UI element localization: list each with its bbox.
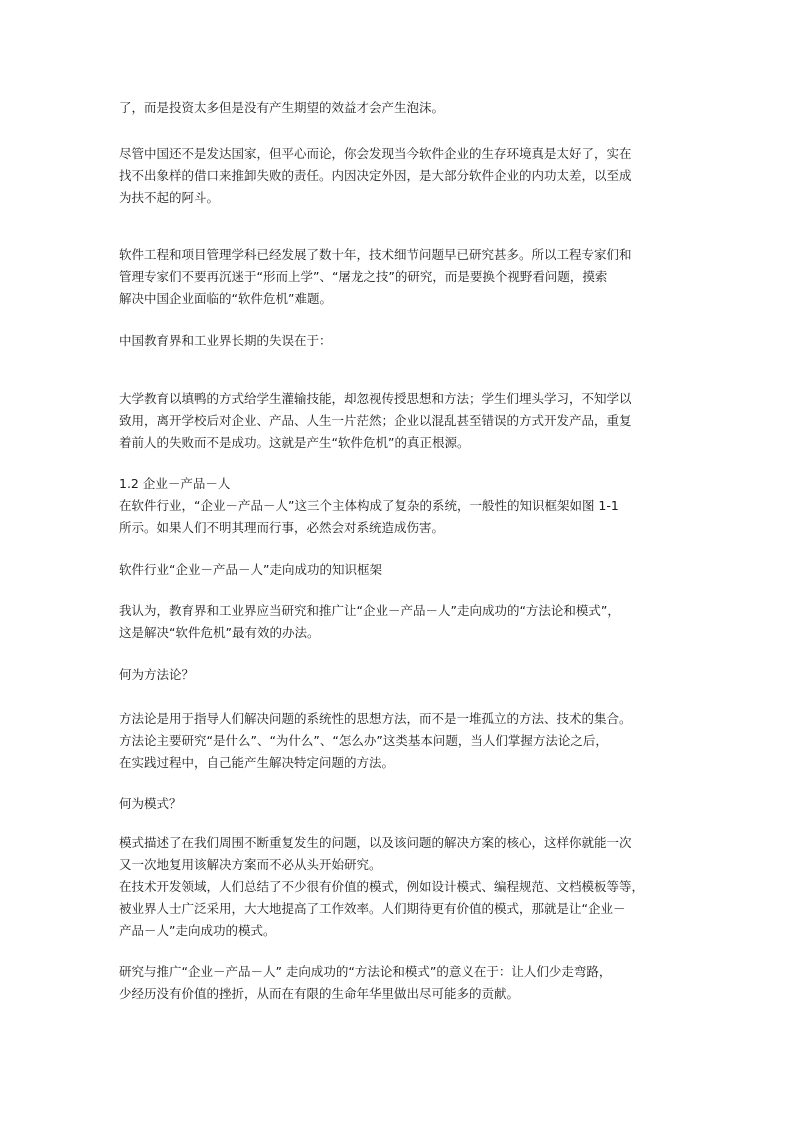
text-line: 何为方法论？ xyxy=(119,667,195,682)
text-line: 我认为，教育界和工业界应当研究和推广让“企业－产品－人”走向成功的“方法论和模式”， xyxy=(119,603,620,618)
paragraph-opinion xyxy=(119,600,687,644)
section-1-2 xyxy=(119,473,687,539)
text-line: 了，而是投资太多但是没有产生期望的效益才会产生泡沫。 xyxy=(119,100,445,115)
text-line: 方法论是用于指导人们解决问题的系统性的思想方法，而不是一堆孤立的方法、技术的集合。 xyxy=(119,711,632,726)
text-line: 所示。如果人们不明其理而行事，必然会对系统造成伤害。 xyxy=(119,520,445,535)
text-line: 解决中国企业面临的“软件危机”难题。 xyxy=(119,291,332,306)
text-line: 又一次地复用该解决方案而不必从头开始研究。 xyxy=(119,857,382,872)
text-line: 被业界人士广泛采用，大大地提高了工作效率。人们期待更有价值的模式，那就是让“企业－ xyxy=(119,901,626,916)
figure-caption xyxy=(119,559,687,581)
paragraph-mistakes-intro xyxy=(119,330,687,352)
text-line: 尽管中国还不是发达国家，但平心而论，你会发现当今软件企业的生存环境真是太好了，实在 xyxy=(119,146,632,161)
text-line: 软件行业“企业－产品－人”走向成功的知识框架 xyxy=(119,562,382,577)
paragraph-methodology xyxy=(119,708,687,774)
text-line: 中国教育界和工业界长期的失误在于： xyxy=(119,333,332,348)
text-line: 何为模式？ xyxy=(119,796,182,811)
text-line: 致用，离开学校后对企业、产品、人生一片茫然；企业以混乱甚至错误的方式开发产品，重复 xyxy=(119,413,632,428)
paragraph-significance xyxy=(119,961,687,1005)
text-line: 管理专家们不要再沉迷于“形而上学”、“屠龙之技”的研究，而是要换个视野看问题，摸索 xyxy=(119,269,608,284)
question-pattern xyxy=(119,793,687,815)
paragraph-pattern xyxy=(119,832,687,942)
text-line: 大学教育以填鸭的方式给学生灌输技能，却忽视传授思想和方法；学生们埋头学习，不知学以 xyxy=(119,391,632,406)
text-line: 产品－人”走向成功的模式。 xyxy=(119,923,276,938)
text-line: 研究与推广“企业－产品－人” 走向成功的“方法论和模式”的意义在于：让人们少走弯路， xyxy=(119,964,612,979)
text-line: 方法论主要研究“是什么”、“为什么”、“怎么办”这类基本问题，当人们掌握方法论之后， xyxy=(119,733,608,748)
paragraph-engineering xyxy=(119,244,687,310)
text-line: 软件工程和项目管理学科已经发展了数十年，技术细节问题早已研究甚多。所以工程专家们和 xyxy=(119,247,632,262)
text-line: 在实践过程中，自己能产生解决特定问题的方法。 xyxy=(119,755,395,770)
text-line: 为扶不起的阿斗。 xyxy=(119,190,220,205)
text-line: 找不出象样的借口来推卸失败的责任。内因决定外因，是大部分软件企业的内功太差，以至成 xyxy=(119,168,632,183)
paragraph-environment xyxy=(119,143,687,209)
section-heading: 1.2 企业－产品－人 xyxy=(119,476,231,491)
paragraph-bubble-conclusion xyxy=(119,97,687,119)
text-line: 在技术开发领域，人们总结了不少很有价值的模式，例如设计模式、编程规范、文档模板等等， xyxy=(119,879,645,894)
question-methodology xyxy=(119,664,687,686)
text-line: 模式描述了在我们周围不断重复发生的问题，以及该问题的解决方案的核心，这样你就能一次 xyxy=(119,835,632,850)
paragraph-education xyxy=(119,388,687,454)
text-line: 在软件行业，“企业－产品－人”这三个主体构成了复杂的系统，一般性的知识框架如图 1-1 xyxy=(119,498,619,513)
text-line: 少经历没有价值的挫折，从而在有限的生命年华里做出尽可能多的贡献。 xyxy=(119,986,520,1001)
text-line: 着前人的失败而不是成功。这就是产生“软件危机”的真正根源。 xyxy=(119,435,470,450)
text-line: 这是解决“软件危机”最有效的办法。 xyxy=(119,625,320,640)
